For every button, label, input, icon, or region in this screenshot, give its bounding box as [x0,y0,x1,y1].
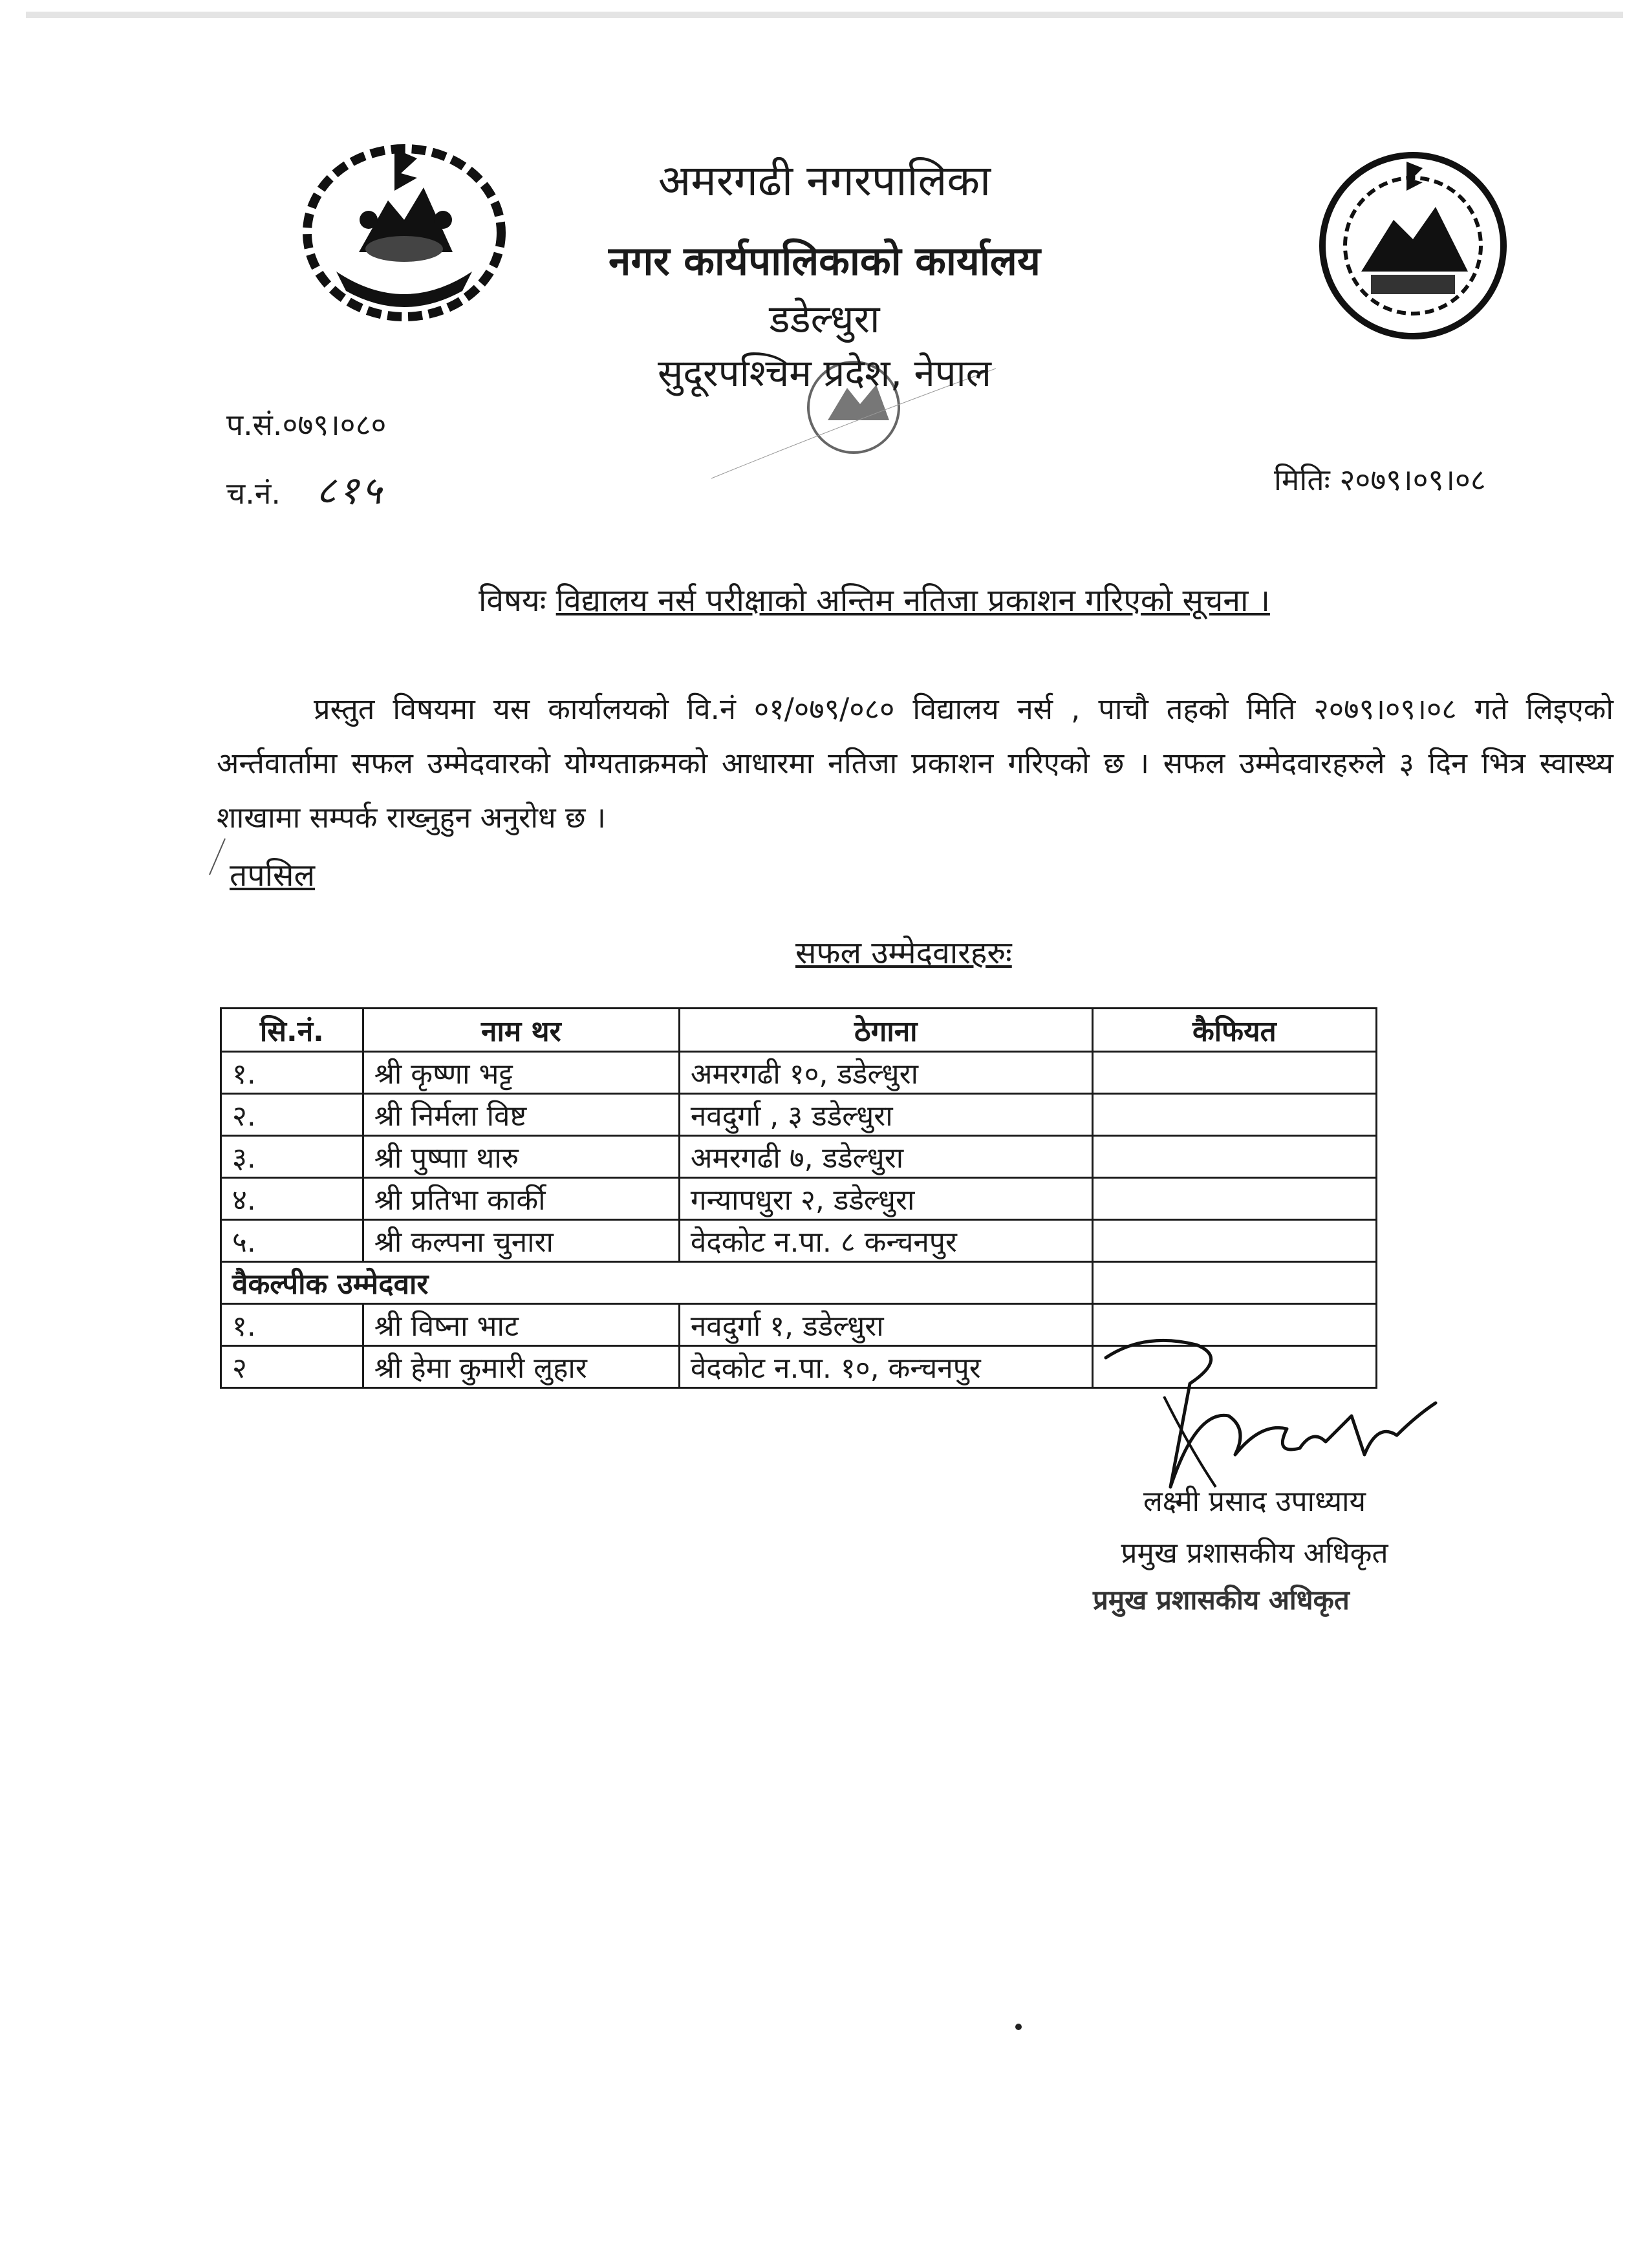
cell-sn: ५. [221,1220,363,1262]
pa-value: ०७९।०८० [282,407,387,442]
subject-line [479,579,1270,621]
office-name: नगर कार्यपालिकाको कार्यालय [609,237,1040,284]
date-value: २०७९।०९।०८ [1339,462,1486,497]
header-remarks: कैफियत [1092,1009,1376,1052]
header-sn: सि.नं. [221,1009,363,1052]
alternate-section-row [221,1262,1377,1304]
signatory-title: प्रमुख प्रशासकीय अधिकृत [1121,1537,1388,1570]
cell-address: वेदकोट न.पा. ८ कन्चनपुर [679,1220,1092,1262]
cell-remarks [1092,1220,1376,1262]
alternate-candidates-label: वैकल्पीक उम्मेदवार [221,1262,1093,1304]
notice-paragraph: प्रस्तुत विषयमा यस कार्यालयको वि.नं ०१/०७९/०८० विद्यालय नर्स , पाचौ तहको मिति २०७९।०९।०८ गते लिइएको अर्न्तवार्तामा सफल उम्मेदवारको योग्यताक्रमको आधारमा नतिजा प्रकाशन गरिएको छ । सफल उम्मेदवारहरुले ३ दिन भित्र स्वास्थ्य शाखामा सम्पर्क राख्नुहुन अनुरोध छ । [217,692,1613,835]
table-row [221,1136,1377,1178]
cell-name: श्री निर्मला विष्ट [363,1094,679,1136]
cell-remarks [1092,1178,1376,1220]
table-row [221,1178,1377,1220]
table-header-row [221,1009,1377,1052]
document-date [1274,459,1486,499]
cell-sn: ४. [221,1178,363,1220]
district-name: डडेल्धुरा [769,297,880,342]
table-row [221,1094,1377,1136]
cell-name: श्री प्रतिभा कार्की [363,1178,679,1220]
reference-cha [226,462,384,515]
cell-sn: १. [221,1304,363,1346]
cell-address: अमरगढी ७, डडेल्धुरा [679,1136,1092,1178]
amargadhi-municipality-logo-icon [1310,142,1516,349]
cell-address: अमरगढी १०, डडेल्धुरा [679,1052,1092,1094]
cell-address: नवदुर्गा १, डडेल्धुरा [679,1304,1092,1346]
signatory-name: लक्ष्मी प्रसाद उपाध्याय [1143,1485,1366,1518]
cha-label: च.नं. [226,476,281,511]
cell-name: श्री विष्ना भाट [363,1304,679,1346]
cha-value: ८१५ [316,468,385,513]
subject-label: विषयः [479,583,546,619]
cell-remarks [1092,1262,1376,1304]
header-name: नाम थर [363,1009,679,1052]
date-label: मितिः [1274,462,1330,497]
province-name: सुदूरपश्चिम प्रदेश, नेपाल [658,351,991,395]
cell-sn: २. [221,1094,363,1136]
signatory-stamp: प्रमुख प्रशासकीय अधिकृत [1093,1584,1350,1616]
cell-name: श्री कृष्णा भट्ट [363,1052,679,1094]
subject-text: विद्यालय नर्स परीक्षाको अन्तिम नतिजा प्रकाशन गरिएको सूचना । [555,583,1270,619]
pen-mark [207,837,226,876]
cell-remarks [1092,1052,1376,1094]
tapasil-label: तपसिल [230,857,316,893]
cell-address: गन्यापधुरा २, डडेल्धुरा [679,1178,1092,1220]
nepal-government-emblem-icon [297,129,511,330]
cell-sn: १. [221,1052,363,1094]
scan-top-edge [26,12,1623,18]
pa-label: प.सं. [226,407,283,442]
table-row [221,1220,1377,1262]
cell-name: श्री कल्पना चुनारा [363,1220,679,1262]
header-address: ठेगाना [679,1009,1092,1052]
municipality-name: अमरगढी नगरपालिका [658,156,991,206]
reference-pa [226,404,386,444]
cell-remarks [1092,1094,1376,1136]
cell-name: श्री हेमा कुमारी लुहार [363,1346,679,1388]
table-row [221,1052,1377,1094]
cell-name: श्री पुष्पाा थारु [363,1136,679,1178]
cell-remarks [1092,1136,1376,1178]
cell-sn: ३. [221,1136,363,1178]
stray-dot [1015,2024,1022,2030]
cell-sn: २ [221,1346,363,1388]
successful-candidates-heading: सफल उम्मेदवारहरुः [795,935,1012,971]
cell-address: वेदकोट न.पा. १०, कन्चनपुर [679,1346,1092,1388]
cell-address: नवदुर्गा , ३ डडेल्धुरा [679,1094,1092,1136]
